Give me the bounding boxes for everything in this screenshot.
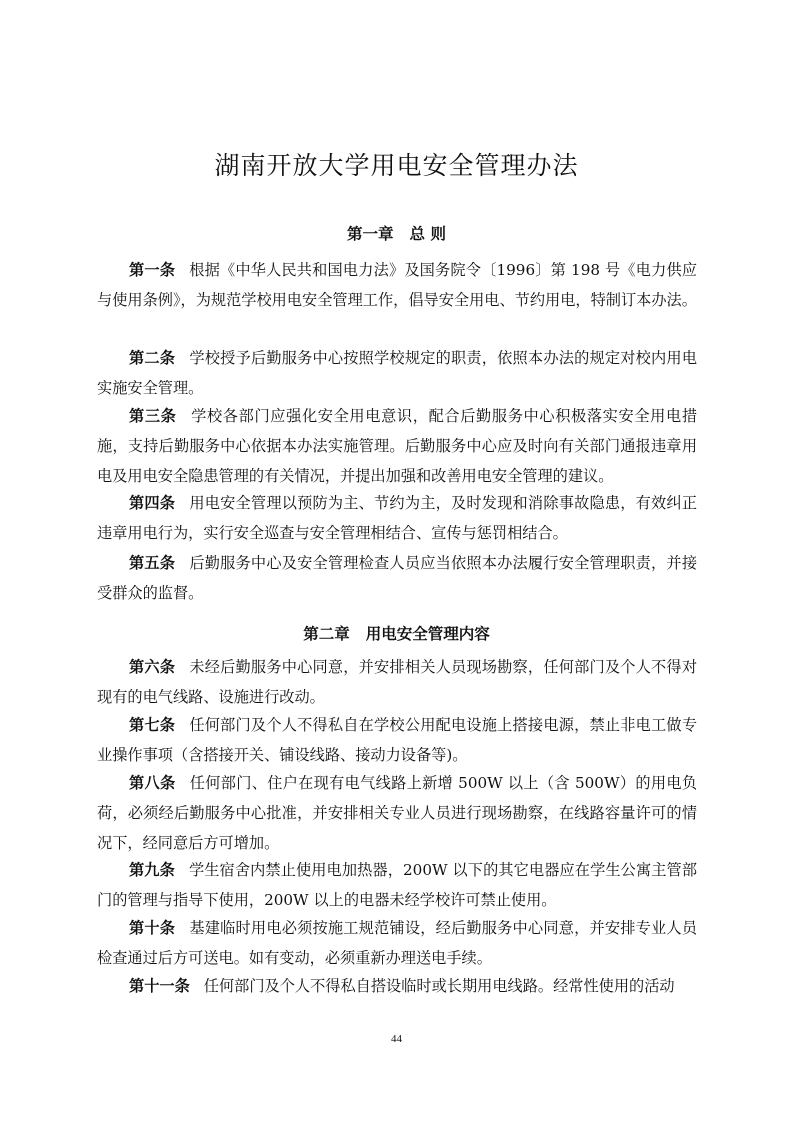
- article-text: 根据《中华人民共和国电力法》及国务院令〔1996〕第 198 号《电力供应与使用条例》，为规范学校用电安全管理工作，倡导安全用电、节约用电，特制订本办法。: [97, 261, 698, 309]
- article-1: [97, 255, 697, 315]
- article-text: 学校各部门应强化安全用电意识，配合后勤服务中心积极落实安全用电措施，支持后勤服务中心依据本办法实施管理。后勤服务中心应及时向有关部门通报违章用电及用电安全隐患管理的有关情况，并提出加强和改善用电安全管理的建议。: [97, 407, 698, 485]
- chapter-name: 总 则: [409, 225, 446, 243]
- article-label: 第一条: [129, 261, 176, 279]
- article-3: [97, 401, 697, 491]
- article-label: 第四条: [129, 494, 176, 512]
- article-label: 第八条: [129, 774, 176, 792]
- article-text: 任何部门及个人不得私自搭设临时或长期用电线路。经常性使用的活动: [203, 977, 675, 995]
- article-text: 学生宿舍内禁止使用电加热器，200W 以下的其它电器应在学生公寓主管部门的管理与指导下使用，200W 以上的电器未经学校许可禁止使用。: [97, 861, 698, 909]
- chapter-number: 第一章: [347, 225, 394, 243]
- article-text: 后勤服务中心及安全管理检查人员应当依照本办法履行安全管理职责，并接受群众的监督。: [97, 554, 698, 602]
- chapter-heading-1: [0, 222, 793, 244]
- article-10: [97, 913, 697, 973]
- article-7: [97, 710, 697, 770]
- article-11: [97, 971, 697, 1001]
- article-9: [97, 855, 697, 915]
- article-text: 学校授予后勤服务中心按照学校规定的职责，依照本办法的规定对校内用电实施安全管理。: [97, 349, 698, 397]
- article-5: [97, 548, 697, 608]
- article-text: 基建临时用电必须按施工规范铺设，经后勤服务中心同意，并安排专业人员检查通过后方可送电。如有变动，必须重新办理送电手续。: [97, 919, 698, 967]
- chapter-name: 用电安全管理内容: [365, 625, 490, 643]
- article-label: 第七条: [129, 716, 176, 734]
- document-title: 湖南开放大学用电安全管理办法: [214, 151, 579, 180]
- article-text: 任何部门、住户在现有电气线路上新增 500W 以上（含 500W）的用电负荷，必须经后勤服务中心批准，并安排相关专业人员进行现场勘察，在线路容量许可的情况下，经同意后方可增加。: [97, 774, 698, 852]
- article-label: 第九条: [129, 861, 175, 879]
- article-label: 第五条: [129, 554, 176, 572]
- article-6: [97, 652, 697, 712]
- article-label: 第十一条: [129, 977, 190, 995]
- page-number: 44: [391, 1033, 402, 1045]
- chapter-heading-2: [0, 622, 793, 644]
- article-label: 第十条: [129, 919, 176, 937]
- article-label: 第三条: [129, 407, 177, 425]
- article-text: 任何部门及个人不得私自在学校公用配电设施上搭接电源，禁止非电工做专业操作事项（含搭接开关、铺设线路、接动力设备等)。: [97, 716, 698, 764]
- article-text: 未经后勤服务中心同意，并安排相关人员现场勘察，任何部门及个人不得对现有的电气线路、设施进行改动。: [97, 658, 698, 706]
- article-2: [97, 343, 697, 403]
- article-4: [97, 488, 697, 548]
- chapter-number: 第二章: [303, 625, 350, 643]
- article-text: 用电安全管理以预防为主、节约为主，及时发现和消除事故隐患，有效纠正违章用电行为，实行安全巡查与安全管理相结合、宣传与惩罚相结合。: [97, 494, 698, 542]
- article-label: 第二条: [129, 349, 176, 367]
- article-label: 第六条: [129, 658, 176, 676]
- article-8: [97, 768, 697, 858]
